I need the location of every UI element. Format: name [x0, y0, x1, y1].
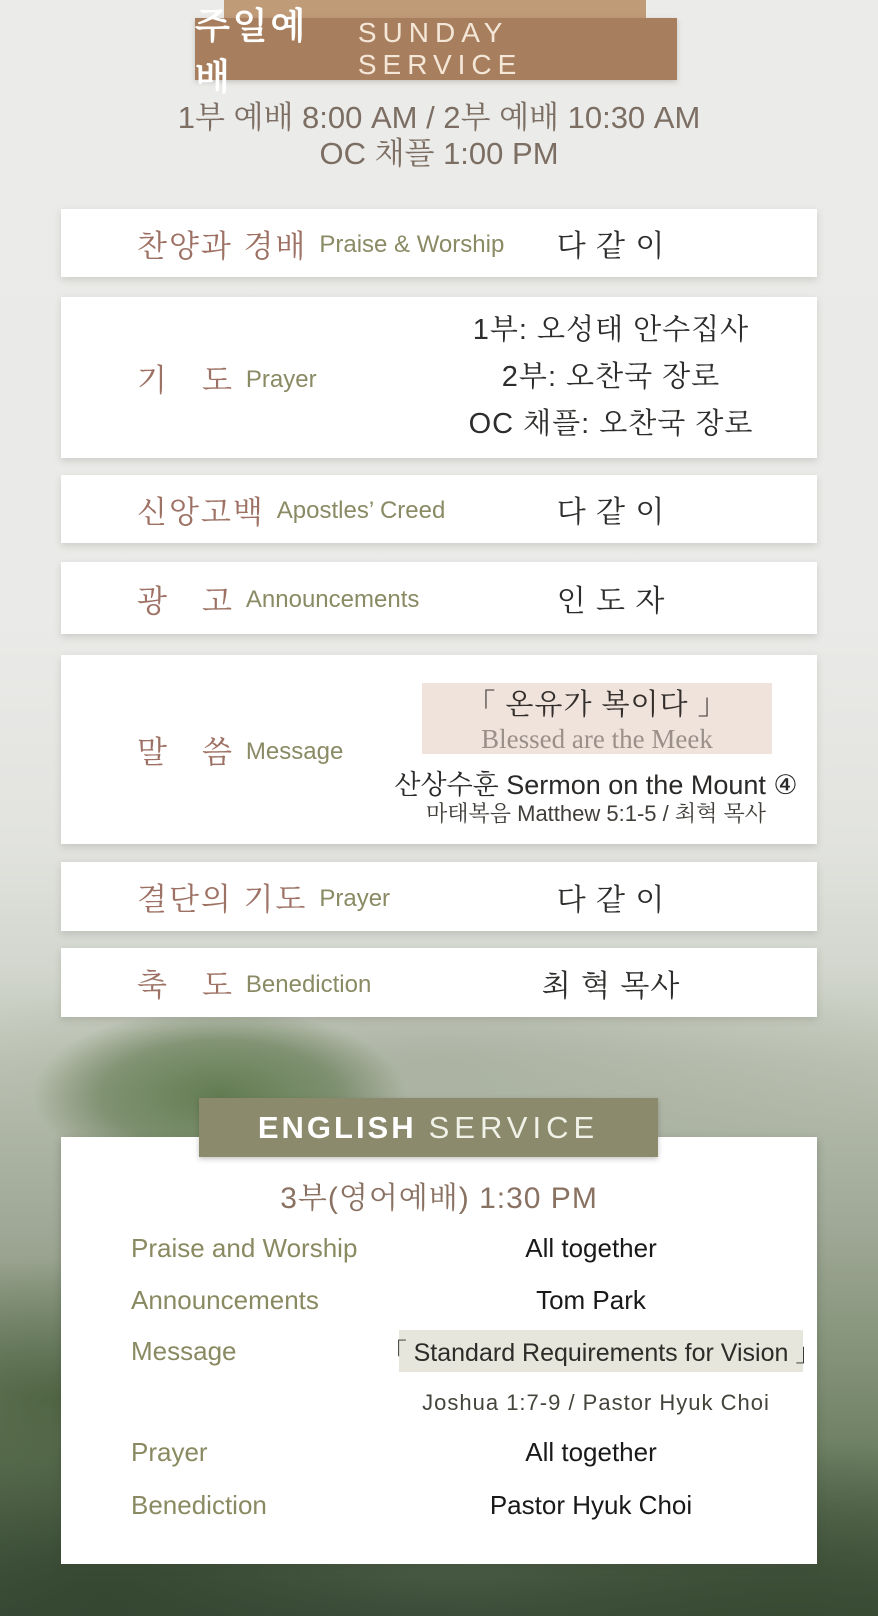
row-benediction: [61, 948, 817, 1017]
sermon-reference-english: Joshua 1:7-9 / Pastor Hyuk Choi: [422, 1390, 770, 1415]
banner-title-korean: 주일예배: [195, 5, 309, 97]
row-en-praise-worship: [61, 1228, 817, 1268]
row-praise-worship: [61, 209, 817, 277]
row-announcements: [61, 562, 817, 634]
row-value: 최 혁 목사: [541, 969, 681, 1003]
row-label-english: Prayer: [245, 365, 317, 393]
sermon-title-english: Blessed are the Meek: [481, 724, 713, 754]
row-apostles-creed: [61, 475, 817, 543]
service-times: [0, 100, 878, 172]
row-label-english: Message: [245, 737, 344, 765]
english-service-time: 3부(영어예배) 1:30 PM: [280, 1182, 598, 1215]
english-service-banner: [199, 1098, 658, 1157]
row-value: 다 같 이: [556, 230, 666, 263]
row-closing-prayer: [61, 862, 817, 931]
banner-english-light: SERVICE: [428, 1109, 600, 1145]
sermon-title-box-english: 「 Standard Requirements for Vision 」: [399, 1330, 803, 1372]
prayer-line-1: 1부: 오성태 안수집사: [472, 314, 750, 346]
row-label-english: Prayer: [319, 884, 391, 912]
banner-english-bold: ENGLISH: [257, 1109, 417, 1145]
row-value: 다 같 이: [556, 883, 666, 917]
sunday-service-banner: [195, 5, 677, 97]
row-label: Prayer: [131, 1436, 208, 1467]
row-label-english: Apostles’ Creed: [276, 497, 446, 524]
prayer-line-2: 2부: 오찬국 장로: [501, 361, 721, 393]
row-label-english: Praise & Worship: [319, 231, 505, 258]
row-value-list: [381, 297, 841, 458]
row-label-english: Benediction: [245, 970, 372, 998]
banner-title-english: SUNDAY SERVICE: [357, 17, 523, 80]
row-label-korean: 기 도: [137, 363, 234, 398]
row-en-message: [61, 1312, 821, 1390]
service-times-line1: 1부 예배 8:00 AM / 2부 예배 10:30 AM: [177, 100, 701, 135]
sermon-title-korean: 「 온유가 복이다 」: [466, 689, 728, 721]
row-label: [137, 297, 317, 458]
row-label: [137, 562, 419, 634]
service-times-line2: OC 채플 1:00 PM: [319, 136, 559, 171]
row-message: [61, 655, 817, 844]
row-label-korean: 광 고: [137, 583, 234, 619]
sermon-series: 산상수훈 Sermon on the Mount ④: [394, 770, 798, 800]
row-label: [137, 655, 343, 844]
sermon-reference: 마태복음 Matthew 5:1-5 / 최혁 목사: [426, 801, 766, 826]
row-label: Praise and Worship: [131, 1232, 358, 1263]
row-label-korean: 말 씀: [137, 735, 234, 770]
row-prayer: [61, 297, 817, 458]
row-value: 다 같 이: [556, 496, 666, 529]
row-label: Message: [131, 1335, 237, 1366]
row-value: All together: [525, 1232, 657, 1263]
row-value: Pastor Hyuk Choi: [489, 1489, 693, 1520]
row-label-korean: 축 도: [137, 968, 234, 1003]
row-en-benediction: [61, 1485, 817, 1525]
row-label-english: Announcements: [245, 586, 420, 613]
row-en-prayer: [61, 1432, 817, 1472]
row-label: [137, 862, 390, 931]
row-value: All together: [525, 1436, 657, 1467]
row-label: [137, 948, 371, 1017]
row-label-korean: 신앙고백: [137, 494, 265, 530]
row-label: Benediction: [131, 1489, 267, 1520]
row-label-korean: 결단의 기도: [137, 882, 308, 917]
row-label: Announcements: [131, 1284, 319, 1315]
row-value: 인 도 자: [556, 585, 666, 618]
prayer-line-3: OC 채플: 오찬국 장로: [468, 408, 754, 440]
english-service-panel: [61, 1137, 821, 1564]
sermon-title-box: [422, 683, 772, 754]
row-label-korean: 찬양과 경배: [137, 228, 308, 264]
row-value: Tom Park: [536, 1284, 646, 1315]
